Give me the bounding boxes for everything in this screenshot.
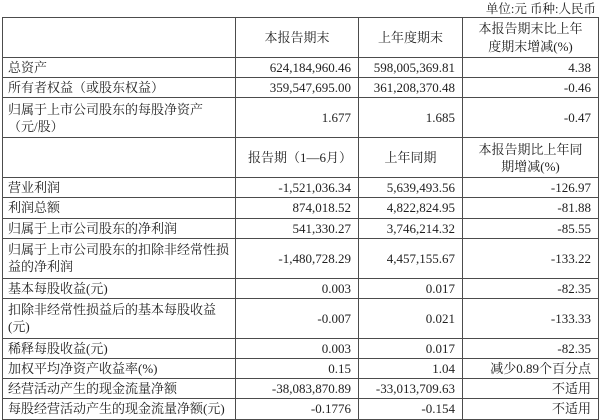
row-label: 基本每股收益(元) (3, 278, 236, 298)
current-value: 874,018.52 (236, 198, 359, 218)
col-header-period-change-pct: 本报告期比上年同期增减(%) (463, 138, 599, 178)
current-value: -38,083,870.89 (236, 379, 359, 399)
change-value: -81.88 (463, 198, 599, 218)
table-row-diluted-eps (3, 338, 599, 358)
row-label: 营业利润 (3, 178, 236, 198)
financial-summary-table (2, 17, 599, 420)
prior-value: 598,005,369.81 (359, 58, 463, 78)
current-value: -0.007 (236, 298, 359, 338)
change-value: -0.46 (463, 78, 599, 98)
table-row-net-profit-excl-nonrecurring (3, 238, 599, 278)
current-value: 359,547,695.00 (236, 78, 359, 98)
table-row-net-assets-per-share (3, 98, 599, 138)
table-row-owners-equity (3, 78, 599, 98)
col-header-reporting-period: 报告期（1—6月） (236, 138, 359, 178)
row-label: 归属于上市公司股东的净利润 (3, 218, 236, 238)
table-row-total-assets (3, 58, 599, 78)
table-row-total-profit (3, 198, 599, 218)
change-value: -133.22 (463, 238, 599, 278)
current-value: -1,480,728.29 (236, 238, 359, 278)
prior-value: 0.017 (359, 338, 463, 358)
prior-value: 3,746,214.32 (359, 218, 463, 238)
change-value: -0.47 (463, 98, 599, 138)
row-label: 归属于上市公司股东的每股净资产（元/股） (3, 98, 236, 138)
table-row-weighted-avg-roe (3, 359, 599, 379)
table-row-operating-profit (3, 178, 599, 198)
row-label: 利润总额 (3, 198, 236, 218)
row-label: 稀释每股收益(元) (3, 338, 236, 358)
col-header-change-pct: 本报告期末比上年度期末增减(%) (463, 18, 599, 58)
prior-value: 361,208,370.48 (359, 78, 463, 98)
empty-corner-cell (3, 18, 236, 58)
section1-header-row (3, 18, 599, 58)
current-value: -1,521,036.34 (236, 178, 359, 198)
row-label: 经营活动产生的现金流量净额 (3, 379, 236, 399)
change-value: 不适用 (463, 399, 599, 419)
change-value: -85.55 (463, 218, 599, 238)
prior-value: 5,639,493.56 (359, 178, 463, 198)
current-value: 0.003 (236, 278, 359, 298)
change-value: -82.35 (463, 338, 599, 358)
col-header-prior-year-end: 上年度期末 (359, 18, 463, 58)
change-value: -82.35 (463, 278, 599, 298)
prior-value: 0.017 (359, 278, 463, 298)
change-value: 4.38 (463, 58, 599, 78)
row-label: 加权平均净资产收益率(%) (3, 359, 236, 379)
current-value: 1.677 (236, 98, 359, 138)
unit-currency-note: 单位:元 币种:人民币 (485, 2, 596, 16)
table-row-operating-cash-flow (3, 379, 599, 399)
change-value: 不适用 (463, 379, 599, 399)
row-label: 归属于上市公司股东的扣除非经常性损益的净利润 (3, 238, 236, 278)
current-value: 0.15 (236, 359, 359, 379)
row-label: 扣除非经常性损益后的基本每股收益(元) (3, 298, 236, 338)
prior-value: 1.04 (359, 359, 463, 379)
col-header-same-period-last-year: 上年同期 (359, 138, 463, 178)
current-value: 0.003 (236, 338, 359, 358)
prior-value: 4,457,155.67 (359, 238, 463, 278)
change-value: -133.33 (463, 298, 599, 338)
current-value: 624,184,960.46 (236, 58, 359, 78)
prior-value: 1.685 (359, 98, 463, 138)
prior-value: -33,013,709.63 (359, 379, 463, 399)
row-label: 所有者权益（或股东权益） (3, 78, 236, 98)
change-value: 减少0.89个百分点 (463, 359, 599, 379)
row-label: 总资产 (3, 58, 236, 78)
section2-header-row (3, 138, 599, 178)
current-value: -0.1776 (236, 399, 359, 419)
prior-value: 0.021 (359, 298, 463, 338)
table-row-basic-eps-excl-nonrecurring (3, 298, 599, 338)
table-row-net-profit-attributable (3, 218, 599, 238)
empty-corner-cell (3, 138, 236, 178)
col-header-current-period-end: 本报告期末 (236, 18, 359, 58)
prior-value: -0.154 (359, 399, 463, 419)
table-row-operating-cash-flow-per-share (3, 399, 599, 419)
row-label: 每股经营活动产生的现金流量净额(元) (3, 399, 236, 419)
current-value: 541,330.27 (236, 218, 359, 238)
change-value: -126.97 (463, 178, 599, 198)
table-row-basic-eps (3, 278, 599, 298)
prior-value: 4,822,824.95 (359, 198, 463, 218)
